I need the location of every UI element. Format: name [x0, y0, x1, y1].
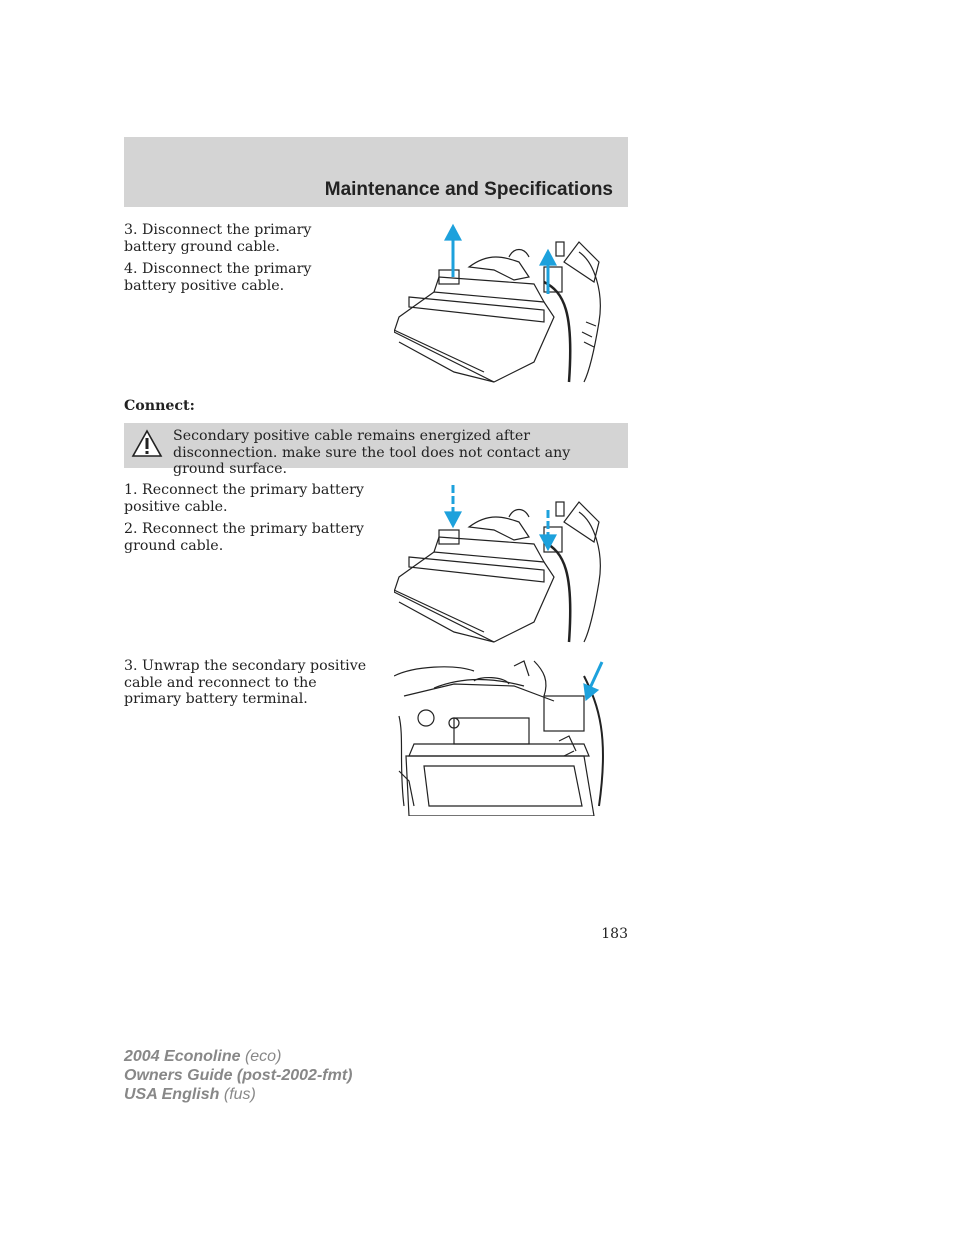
document-footer — [124, 1047, 352, 1104]
page-number: 183 — [601, 926, 628, 942]
footer-model: 2004 Econoline — [124, 1048, 241, 1065]
footer-model-code: (eco) — [244, 1048, 282, 1065]
warning-triangle-icon — [131, 429, 163, 459]
warning-text: Secondary positive cable remains energized after disconnection. make sure the tool does not contact any ground surface. — [173, 428, 571, 477]
step-disconnect-positive: 4. Disconnect the primary battery positive cable. — [124, 261, 312, 294]
engine-bay-illustration — [394, 656, 620, 816]
battery-reconnect-illustration — [394, 482, 620, 644]
step-reconnect-ground: 2. Reconnect the primary battery ground cable. — [124, 521, 364, 554]
step-reconnect-positive: 1. Reconnect the primary battery positive cable. — [124, 482, 364, 515]
footer-language-code: (fus) — [223, 1086, 256, 1103]
reconnect-steps — [124, 482, 364, 560]
footer-language: USA English — [124, 1086, 220, 1103]
section-title: Maintenance and Specifications — [324, 179, 613, 200]
battery-disconnect-illustration — [394, 222, 620, 384]
disconnect-steps — [124, 222, 364, 300]
step-disconnect-ground: 3. Disconnect the primary battery ground cable. — [124, 222, 312, 255]
warning-box — [124, 423, 628, 477]
unwrap-step — [124, 658, 374, 714]
connect-heading: Connect: — [124, 398, 195, 414]
footer-line-1 — [124, 1047, 352, 1066]
footer-line-3 — [124, 1085, 352, 1104]
section-header-band — [124, 137, 628, 207]
footer-line-2 — [124, 1066, 352, 1085]
footer-guide: Owners Guide (post-2002-fmt) — [124, 1067, 353, 1084]
step-unwrap-secondary: 3. Unwrap the secondary positive cable and reconnect to the primary battery terminal. — [124, 658, 367, 707]
